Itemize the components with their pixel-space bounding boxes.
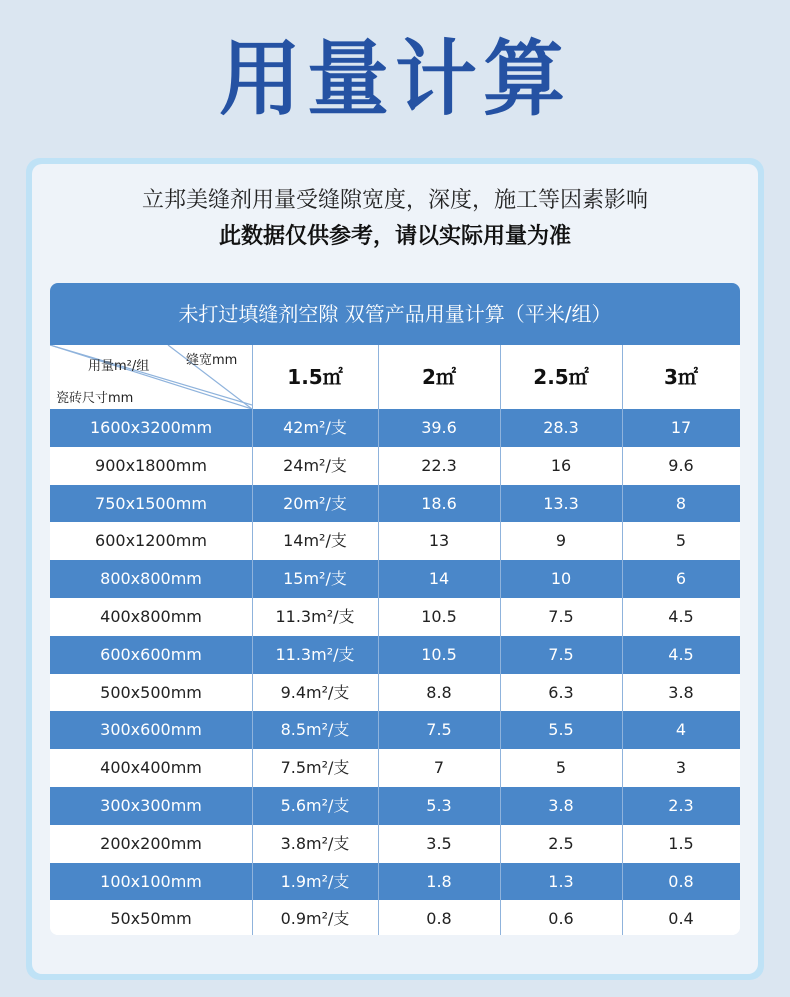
usage-value-cell: 1.9m²/支 bbox=[280, 871, 350, 891]
usage-value-cell: 5 bbox=[675, 531, 687, 551]
table-title: 未打过填缝剂空隙 双管产品用量计算（平米/组） bbox=[50, 283, 740, 345]
tile-size-cell: 400x800mm bbox=[100, 606, 202, 626]
usage-value-cell: 14m²/支 bbox=[283, 531, 347, 551]
table-row bbox=[50, 447, 740, 485]
column-divider bbox=[252, 345, 253, 935]
table-row bbox=[50, 787, 740, 825]
table-row bbox=[50, 863, 740, 901]
tile-size-cell: 100x100mm bbox=[100, 871, 202, 891]
usage-value-cell: 16 bbox=[550, 455, 572, 475]
usage-value-cell: 9 bbox=[555, 531, 567, 551]
table-row bbox=[50, 409, 740, 447]
usage-value-cell: 13 bbox=[428, 531, 450, 551]
usage-value-cell: 7 bbox=[433, 758, 445, 778]
table-body bbox=[50, 409, 740, 935]
table-row bbox=[50, 825, 740, 863]
usage-value-cell: 2.3 bbox=[668, 795, 694, 815]
usage-value-cell: 1.5 bbox=[668, 833, 694, 853]
usage-value-cell: 3.8 bbox=[548, 795, 574, 815]
corner-width-label: 缝宽mm bbox=[186, 353, 238, 368]
intro-line-2: 此数据仅供参考，请以实际用量为准 bbox=[218, 224, 571, 249]
table-row bbox=[50, 749, 740, 787]
usage-value-cell: 8.8 bbox=[426, 682, 452, 702]
tile-size-cell: 400x400mm bbox=[100, 758, 202, 778]
usage-value-cell: 3 bbox=[675, 758, 687, 778]
usage-value-cell: 5.5 bbox=[548, 720, 574, 740]
usage-value-cell: 7.5m²/支 bbox=[280, 758, 350, 778]
tile-size-cell: 300x300mm bbox=[100, 795, 202, 815]
column-header: 2.5㎡ bbox=[533, 365, 589, 389]
usage-value-cell: 7.5 bbox=[548, 606, 574, 626]
usage-value-cell: 11.3m²/支 bbox=[275, 644, 355, 664]
table-corner-header bbox=[50, 345, 252, 409]
tile-size-cell: 200x200mm bbox=[100, 833, 202, 853]
usage-value-cell: 9.4m²/支 bbox=[280, 682, 350, 702]
usage-value-cell: 18.6 bbox=[421, 493, 457, 513]
table-row bbox=[50, 900, 740, 935]
usage-value-cell: 5.3 bbox=[426, 795, 452, 815]
usage-value-cell: 0.6 bbox=[548, 909, 574, 929]
column-header: 3㎡ bbox=[664, 365, 698, 389]
usage-value-cell: 10.5 bbox=[421, 606, 457, 626]
usage-value-cell: 8 bbox=[675, 493, 687, 513]
usage-table bbox=[50, 283, 740, 935]
table-row bbox=[50, 485, 740, 523]
usage-value-cell: 4.5 bbox=[668, 644, 694, 664]
tile-size-cell: 1600x3200mm bbox=[89, 418, 213, 437]
column-divider bbox=[622, 345, 623, 935]
usage-value-cell: 5 bbox=[555, 758, 567, 778]
usage-value-cell: 17 bbox=[670, 418, 692, 437]
tile-size-cell: 600x1200mm bbox=[95, 531, 207, 551]
usage-value-cell: 14 bbox=[428, 569, 450, 589]
intro-line-1: 立邦美缝剂用量受缝隙宽度，深度，施工等因素影响 bbox=[141, 188, 648, 213]
tile-size-cell: 300x600mm bbox=[100, 720, 202, 740]
usage-value-cell: 5.6m²/支 bbox=[280, 795, 350, 815]
usage-value-cell: 15m²/支 bbox=[283, 569, 347, 589]
usage-value-cell: 8.5m²/支 bbox=[280, 720, 350, 740]
table-row bbox=[50, 560, 740, 598]
usage-value-cell: 11.3m²/支 bbox=[275, 606, 355, 626]
table-row bbox=[50, 674, 740, 712]
table-row bbox=[50, 598, 740, 636]
usage-value-cell: 2.5 bbox=[548, 833, 574, 853]
usage-value-cell: 1.3 bbox=[548, 871, 574, 891]
usage-value-cell: 9.6 bbox=[668, 455, 694, 475]
usage-value-cell: 0.4 bbox=[668, 909, 694, 929]
tile-size-cell: 600x600mm bbox=[100, 644, 202, 664]
usage-value-cell: 7.5 bbox=[548, 644, 574, 664]
usage-value-cell: 3.5 bbox=[426, 833, 452, 853]
usage-value-cell: 28.3 bbox=[543, 418, 579, 437]
usage-value-cell: 4.5 bbox=[668, 606, 694, 626]
corner-usage-label: 用量m²/组 bbox=[88, 359, 150, 374]
table-header-row bbox=[50, 345, 740, 409]
tile-size-cell: 800x800mm bbox=[100, 569, 202, 589]
usage-value-cell: 10.5 bbox=[421, 644, 457, 664]
usage-value-cell: 24m²/支 bbox=[283, 455, 347, 475]
usage-value-cell: 7.5 bbox=[426, 720, 452, 740]
usage-value-cell: 3.8 bbox=[668, 682, 694, 702]
usage-value-cell: 4 bbox=[675, 720, 687, 740]
usage-value-cell: 0.9m²/支 bbox=[280, 909, 350, 929]
usage-value-cell: 22.3 bbox=[421, 455, 457, 475]
usage-value-cell: 6 bbox=[675, 569, 687, 589]
tile-size-cell: 900x1800mm bbox=[95, 455, 207, 475]
usage-value-cell: 13.3 bbox=[543, 493, 579, 513]
table-row bbox=[50, 522, 740, 560]
usage-value-cell: 10 bbox=[550, 569, 572, 589]
column-header: 1.5㎡ bbox=[287, 365, 343, 389]
usage-value-cell: 20m²/支 bbox=[283, 493, 347, 513]
corner-tile-label: 瓷砖尺寸mm bbox=[56, 391, 134, 406]
usage-value-cell: 1.8 bbox=[426, 871, 452, 891]
table-row bbox=[50, 711, 740, 749]
usage-value-cell: 3.8m²/支 bbox=[280, 833, 350, 853]
usage-value-cell: 42m²/支 bbox=[283, 418, 347, 437]
page-title: 用量计算 bbox=[218, 32, 571, 127]
usage-value-cell: 39.6 bbox=[421, 418, 457, 437]
usage-value-cell: 0.8 bbox=[668, 871, 694, 891]
column-divider bbox=[378, 345, 379, 935]
usage-value-cell: 6.3 bbox=[548, 682, 574, 702]
column-header: 2㎡ bbox=[422, 365, 456, 389]
table-row bbox=[50, 636, 740, 674]
column-divider bbox=[500, 345, 501, 935]
tile-size-cell: 750x1500mm bbox=[95, 493, 207, 513]
tile-size-cell: 500x500mm bbox=[100, 682, 202, 702]
tile-size-cell: 50x50mm bbox=[110, 909, 192, 929]
usage-value-cell: 0.8 bbox=[426, 909, 452, 929]
